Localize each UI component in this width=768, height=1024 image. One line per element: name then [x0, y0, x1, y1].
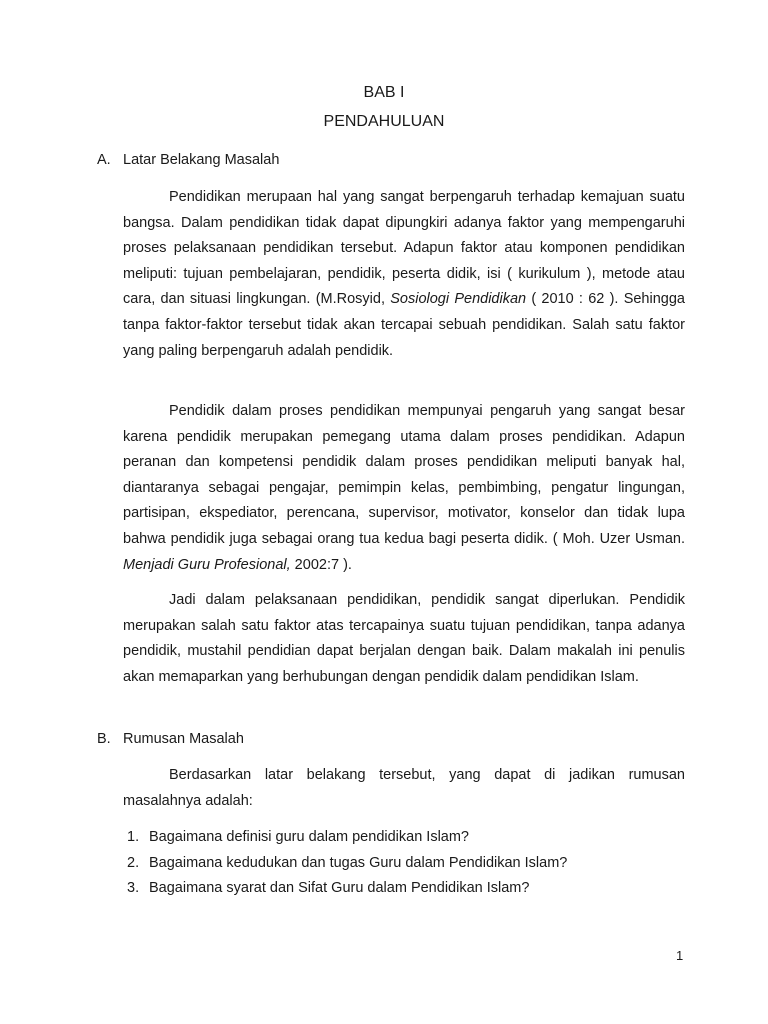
citation-title: Sosiologi Pendidikan	[390, 291, 527, 308]
paragraph-text: Berdasarkan latar belakang tersebut, yang dapat di jadikan rumusan masalahnya adalah:	[123, 767, 685, 809]
paragraph-text: ( 2010 : 62 ). Sehingga tanpa faktor-faktor tersebut tidak akan tercapai sebuah pendidikan. Salah satu faktor yang paling berpengaruh adalah pendidik.	[123, 291, 685, 359]
section-letter: A.	[97, 152, 111, 168]
paragraph	[123, 399, 685, 578]
section-title: Rumusan Masalah	[123, 731, 244, 747]
list-text: Bagaimana kedudukan dan tugas Guru dalam Pendidikan Islam?	[149, 854, 568, 871]
section-heading-a	[97, 150, 279, 170]
citation-title: Menjadi Guru Profesional,	[123, 556, 291, 573]
paragraph-text: Pendidik dalam proses pendidikan mempunyai pengaruh yang sangat besar karena pendidik merupakan pemegang utama dalam proses pendidikan. Adapun peranan dan kompetensi pendidik dalam proses pendidikan meliputi banyak hal, diantaranya sebagai pengajar, pemimpin kelas, pembimbing, pengatur lingungan, partisipan, ekspediator, perencana, supervisor, motivator, konselor dan tidak lupa bahwa pendidik juga sebagai orang tua kedua bagi peserta didik. ( Moh. Uzer Usman.	[123, 403, 685, 547]
list-item	[127, 851, 687, 877]
list-number: 2.	[127, 854, 140, 871]
list-item	[127, 825, 687, 851]
paragraph-text: Jadi dalam pelaksanaan pendidikan, pendidik sangat diperlukan. Pendidik merupakan salah satu faktor atas tercapainya suatu tujuan pendidikan, tanpa adanya pendidik, mustahil pendidian dapat berjalan dengan baik. Dalam makalah ini penulis akan memaparkan yang berhubungan dengan pendidik dalam pendidikan Islam.	[123, 592, 685, 685]
list-item	[127, 876, 687, 902]
paragraph	[123, 763, 685, 814]
paragraph-text: 2002:7 ).	[290, 556, 352, 573]
paragraph-text: Pendidikan merupaan hal yang sangat berpengaruh terhadap kemajuan suatu bangsa. Dalam pendidikan tidak dapat dipungkiri adanya faktor yang mempengaruhi proses pelaksanaan pendidikan tersebut. Adapun faktor atau komponen pendidikan meliputi: tujuan pembelajaran, pendidik, peserta didik, isi ( kurikulum ), metode atau cara, dan situasi lingkungan. (M.Rosyid,	[123, 189, 685, 308]
paragraph	[123, 588, 685, 690]
list-text: Bagaimana syarat dan Sifat Guru dalam Pendidikan Islam?	[149, 880, 530, 896]
problem-list	[127, 825, 687, 902]
chapter-label: BAB I	[363, 84, 405, 101]
page-number: 1	[676, 948, 684, 963]
section-heading-b	[97, 729, 244, 749]
section-letter: B.	[97, 731, 111, 747]
list-number: 3.	[127, 880, 140, 896]
list-number: 1.	[127, 829, 140, 845]
section-title: Latar Belakang Masalah	[123, 152, 280, 168]
chapter-title: PENDAHULUAN	[323, 113, 445, 130]
list-text: Bagaimana definisi guru dalam pendidikan Islam?	[149, 829, 469, 845]
paragraph	[123, 185, 685, 364]
